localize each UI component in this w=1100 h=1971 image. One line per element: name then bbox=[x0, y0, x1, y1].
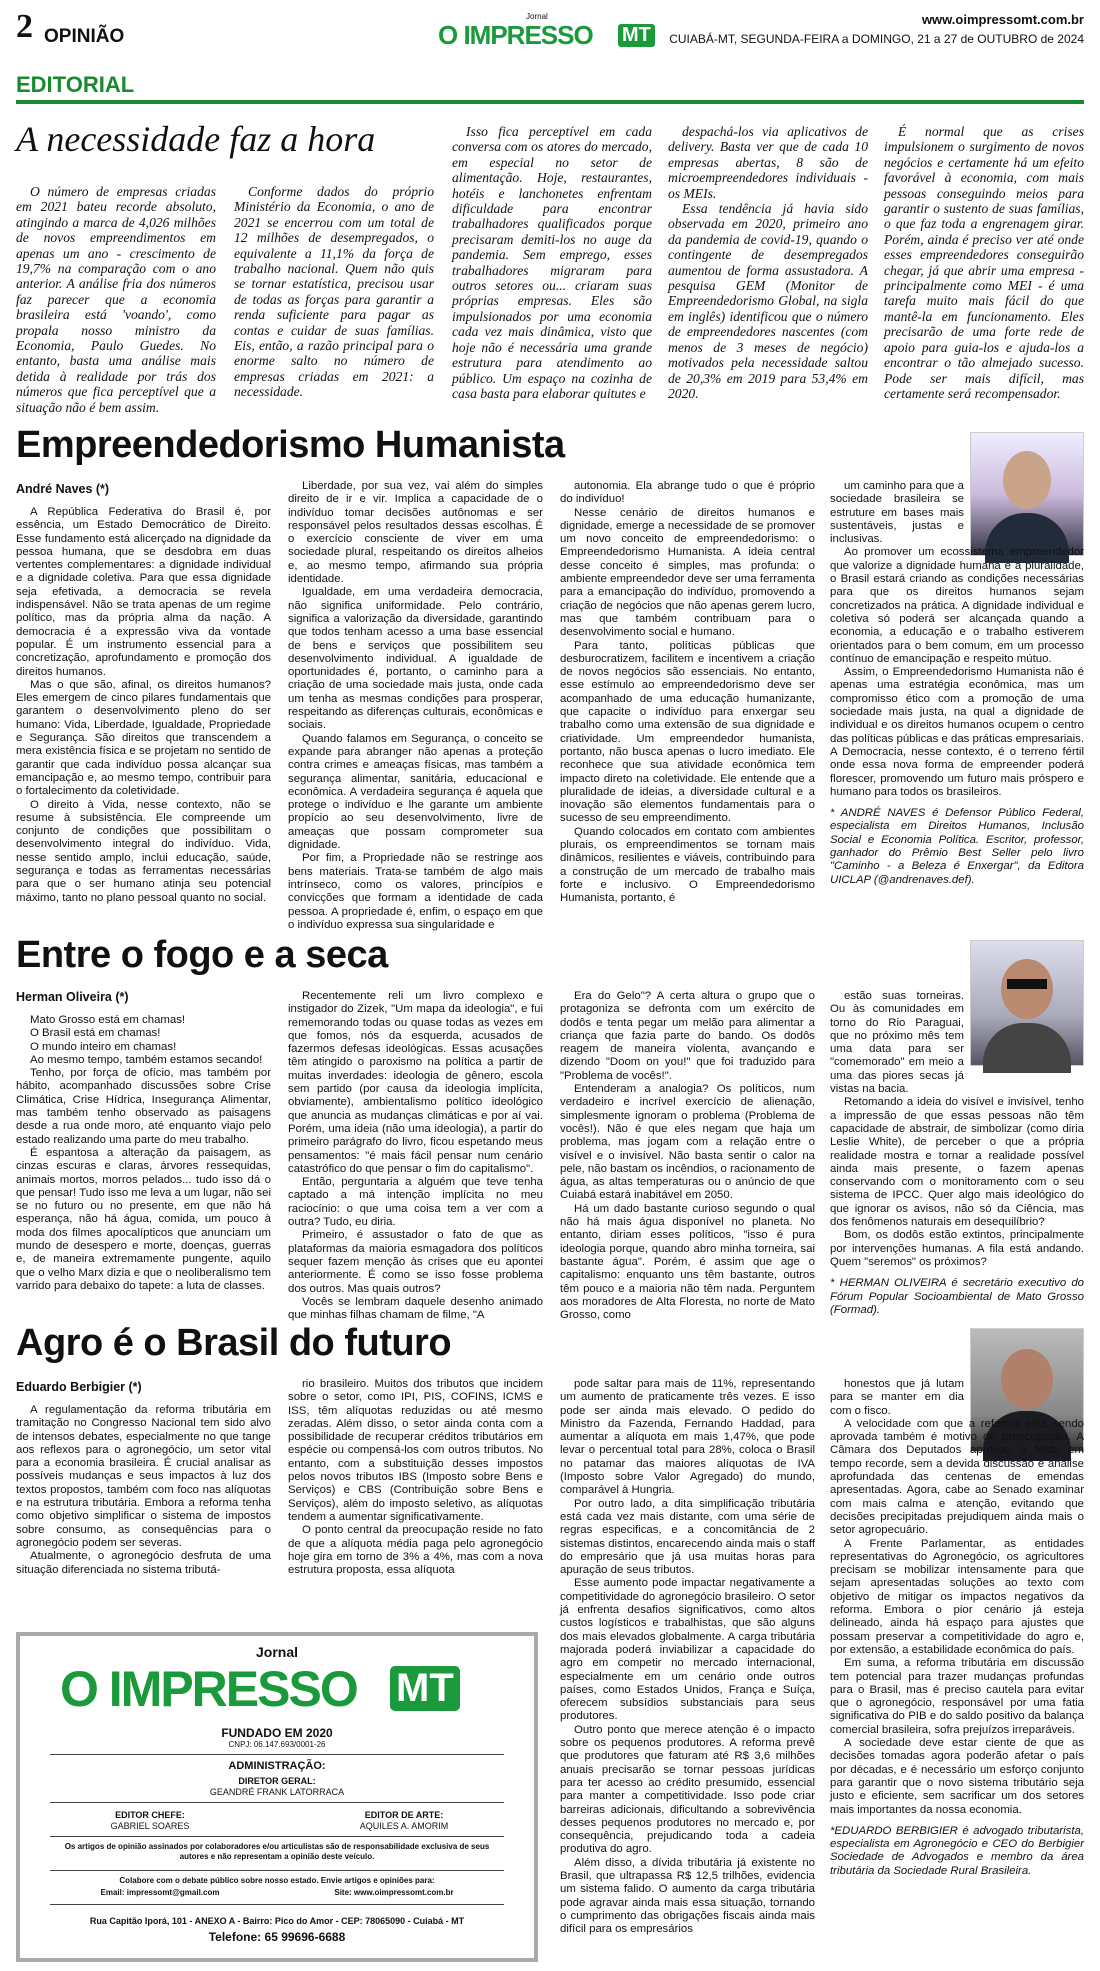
article-col-1: A regulamentação da reforma tributária em tramitação no Congresso Nacional tem sido alvo de intensos debates, especialmente no que tange aos reflexos para o agronegócio, um setor vital para a economia brasileira. É crucial analisar as possíveis mudanças e seus impactos à luz dos textos propostos, também com foco nas alíquotas e na estrutura tributária. Embora a reforma tenha como objetivo simplificar o sistema de impostos sobre consumo, as consequências para o agronegócio podem ser severas. Atualmente, o agronegócio desfruta de uma situação diferenciada no sistema tributá- bbox=[16, 1404, 271, 1576]
masthead-phone: Telefone: 65 99696-6688 bbox=[208, 1930, 346, 1944]
masthead-jornal: Jornal bbox=[255, 1644, 298, 1660]
logo-mt-badge: MT bbox=[618, 24, 655, 47]
article-col-3: autonomia. Ela abrange tudo o que é próprio do indivíduo! Nesse cenário de direitos humanos e dignidade, emerge a necessidade de se promover um novo conceito de empreendedorismo: o Empreendedorismo Humanista. A ideia central desse conceito é simples, mas profunda: o ambiente empreendedor deve ser uma ferramenta para a emancipação do indivíduo, promovendo a criação de negócios que não apenas gerem lucro, mas que também contribuam para o desenvolvimento social e humano. Para tanto, políticas públicas que desburocratizem, facilitem e incentivem a criação de novos negócios são essenciais. No entanto, esse estímulo ao empreendedorismo deve ser acompanhado de uma educação humanizante, que capacite o indivíduo para enxergar seu trabalho como uma extensão de sua dignidade e criatividade. Um empreendedor humanista, portanto, não busca apenas o lucro imediato. Ele reconhece que sua atividade econômica tem impacto direto na coletividade. Ele entende que a pluralidade de ideias, a diversidade cultural e a inovação são elementos fundamentais para o sucesso de seu empreendimento. Quando colocados em contato com ambientes plurais, os empreendimentos se tornam mais dinâmicos, resilientes e viáveis, contribuindo para a construção de um mercado de trabalho mais forte e inclusivo. O Empreendedorismo Humanista, portanto, é bbox=[560, 480, 815, 905]
article-col-1: Mato Grosso está em chamas! O Brasil está em chamas! O mundo inteiro em chamas! Ao mesmo tempo, também estamos secando! Tenho, por força de ofício, mas também por hábito, acompanhado discussões sobre Crise Climática, Crise Hídrica, Insegurança Alimentar, mas também tenho observado as paisagens desde a rua onde moro, até enquanto viajo pelo estado realizando uma parte do meu trabalho. É espantosa a alteração da paisagem, as cinzas escuras e claras, árvores ressequidas, animais mortos, morros pelados... tudo isso dá o que pensar! Tudo isso me leva a um lugar, não sei se no futuro ou no presente, em que não há esperança, não há água, comida, um pouco à moda dos filmes apocalípticos que anunciam um mundo de desespero e morte, doenças, guerras e, de maneira extremamente pungente, aquilo que o velho Marx dizia e que o neoliberalismo tem varrido para debaixo do tapete: a luta de classes. bbox=[16, 1014, 271, 1292]
article-col-1: A República Federativa do Brasil é, por essência, um Estado Democrático de Direito. Esse fundamento está alicerçado na dignidade da pessoa humana, que se desdobra em duas vertentes complementares: a dignidade individual e a dignidade coletiva. Para que essa dignidade seja efetivada, a democracia se revela indispensável. Não se trata apenas de um regime político, mas da própria alma da nação. A democracia é a expressão viva da vontade popular. É um instrumento essencial para a concretização, aprofundamento e promoção dos direitos humanos. Mas o que são, afinal, os direitos humanos? Eles emergem de cinco pilares fundamentais que garantem o desenvolvimento pleno do ser humano: Vida, Liberdade, Igualdade, Propriedade e Segurança. São direitos que transcendem a mera existência física e se projetam no sentido de garantir que cada indivíduo possa alcançar sua emancipação e, ao mesmo tempo, contribuir para o fortalecimento da coletividade. O direito à Vida, nesse contexto, não se resume à subsistência. Ele compreende um conjunto de condições que possibilitam o desenvolvimento integral do indivíduo. Vida, nesse sentido amplo, inclui educação, saúde, segurança e todas as ferramentas necessárias para que o ser humano atinja seu potencial máximo, tanto no plano pessoal quanto no social. bbox=[16, 506, 271, 904]
editorial-col-2: Conforme dados do próprio Ministério da Economia, o ano de 2021 se encerrou com um total de 12 milhões de desempregados, o equivalente a 11,1% da força de trabalho nacional. Quem não quis se tornar estatística, precisou usar de todas as forças para garantir a renda suficiente para pagar as contas e cuidar de suas famílias. Eis, então, a razão principal para o enorme salto no número de empresas criadas em 2021: a necessidade. bbox=[234, 184, 434, 400]
article-title: Entre o fogo e a seca bbox=[16, 934, 388, 976]
masthead-director-name: GEANDRÉ FRANK LATORRACA bbox=[209, 1787, 345, 1797]
masthead-disclaimer: Os artigos de opinião assinados por colaboradores e/ou articulistas são de responsabilidade exclusiva de seus autores e não representam a opinião deste veículo. bbox=[64, 1842, 490, 1861]
masthead-address: Rua Capitão Iporá, 101 - ANEXO A - Bairro: Pico do Amor - CEP: 78065090 - Cuiabá - MT bbox=[89, 1916, 465, 1926]
editorial-rule bbox=[16, 100, 1084, 104]
masthead-box bbox=[16, 1632, 538, 1962]
article-title: Agro é o Brasil do futuro bbox=[16, 1322, 452, 1364]
author-bio: * ANDRÉ NAVES é Defensor Público Federal, especialista em Direitos Humanos, Inclusão Social e Economia Política. Escritor, professor, ganhador do Prêmio Best Seller pelo livro "Caminho - a Beleza é Enxergar", da Editora UICLAP (@andrenaves.def). bbox=[830, 807, 1084, 886]
editorial-col-4: despachá-los via aplicativos de delivery. Basta ver que de cada 10 empresas abertas, 8 são de microempreendedores individuais - os MEIs. Essa tendência já havia sido observada em 2020, primeiro ano da pandemia de covid-19, quando o contingente de desempregados aumentou de forma assustadora. A pesquisa GEM (Monitor de Empreendedorismo Global, na sigla em inglês) identificou que o número de empreendedores nascentes (com menos de 3 meses de negócio) motivados pela necessidade saltou de 20,3% em 2019 para 53,4% em 2020. bbox=[668, 124, 868, 401]
editorial-col-5: É normal que as crises impulsionem o surgimento de novos negócios e certamente há um efeito favorável à economia, com mais pessoas conseguindo meios para garantir o sustento de suas famílias, o que faz toda a engrenagem girar. Porém, ainda é preciso ver até onde esses empreendedores conseguirão chegar, já que abrir uma empresa - principalmente como MEI - é uma tarefa muito mais fácil do que mantê-la em funcionamento. Eles precisarão de uma forte rede de apoio para guia-los e ajuda-los a encontrar o tão almejado sucesso. Pode ser mais difícil, mas certamente será recompensador. bbox=[884, 124, 1084, 401]
site-url[interactable]: www.oimpressomt.com.br bbox=[921, 12, 1084, 27]
article-col-4: estão suas torneiras. Ou às comunidades em torno do Rio Paraguai, que no próximo mês tem uma data para ser "comemorado" em meio a uma das piores secas já vistas na bacia. Retomando a ideia do visível e invisível, tenho a impressão de que essas pessoas não têm capacidade de abstrair, de simbolizar (como diria Leslie White), de perceber o que a própria realidade mostra e tornar a realidade possível ainda mais presente, o fazem apenas conservando com o monitoramento com o seu sistema de IPCC. Quer algo mais ideológico do que ignorar os avisos, não só da Ciência, mas dos fenômenos naturais em desequilíbrio? Bom, os dodôs estão extintos, principalmente por intervenções humanas. A fila está andando. Quem "seremos" os próximos? * HERMAN OLIVEIRA é secretário executivo do Fórum Popular Socioambiental de Mato Grosso (Formad). bbox=[830, 990, 1084, 1316]
logo-main-text: O IMPRESSO bbox=[438, 20, 593, 50]
article-col-4: honestos que já lutam para se manter em dia com o fisco. A velocidade com que a reforma está sendo aprovada também é motivo de preocupação. A Câmara dos Deputados aprovou o texto em tempo recorde, sem a devida discussão e análise aprofundada das centenas de emendas apresentadas. Agora, cabe ao Senado examinar com mais calma e atenção, evitando que decisões precipitadas prejudiquem ainda mais o setor agropecuário. A Frente Parlamentar, as entidades representativas do Agronegócio, os agricultores precisam se mobilizar intensamente para que sejam apresentadas soluções ao texto com objetivo de mitigar os impactos negativos da reforma. Embora o pior cenário já esteja delineado, ainda há espaço para ajustes que possam preservar a competitividade do agro e, por extensão, a estabilidade econômica do país. Em suma, a reforma tributária em discussão tem potencial para trazer mudanças profundas para o Brasil, mas é preciso cautela para evitar que o agronegócio, responsável por uma fatia significativa do PIB e do saldo positivo da balança comercial brasileira, sofra prejuízos irreparáveis. A sociedade deve estar ciente de que as decisões tomadas agora poderão afetar o país por décadas, e é necessário um esforço conjunto para garantir que o novo sistema tributário seja justo e eficiente, sem sacrificar um dos setores mais importantes da nossa economia. *EDUARDO BERBIGIER é advogado tributarista, especialista em Agronegócio e CEO do Berbigier Sociedade de Advogados e membro da área tributária da Sociedade Rural Brasileira. bbox=[830, 1378, 1084, 1877]
masthead-founded: FUNDADO EM 2020 bbox=[221, 1726, 333, 1740]
article-author: Eduardo Berbigier (*) bbox=[16, 1380, 142, 1394]
masthead-director-label: DIRETOR GERAL: bbox=[238, 1776, 316, 1786]
article-author: Herman Oliveira (*) bbox=[16, 990, 129, 1004]
author-bio: *EDUARDO BERBIGIER é advogado tributarista, especialista em Agronegócio e CEO do Berbigier Sociedade de Advogados e membro da área tributária da Sociedade Rural Brasileira. bbox=[830, 1824, 1084, 1877]
masthead-chief-name: GABRIEL SOARES bbox=[110, 1821, 190, 1831]
masthead-admin-label: ADMINISTRAÇÃO: bbox=[228, 1760, 326, 1772]
editorial-col-1: O número de empresas criadas em 2021 bateu recorde absoluto, atingindo a marca de 4,026 milhões de novos empreendimentos em apenas um ano - crescimento de 19,7% na comparação com o ano anterior. A análise fria dos números faz parecer que a economia brasileira está 'voando', como propala nosso ministro da Economia, Paulo Guedes. No entanto, basta uma análise mais detida à realidade por trás dos números que fica perceptível que a situação não é bem assim. bbox=[16, 184, 216, 415]
article-col-2: rio brasileiro. Muitos dos tributos que incidem sobre o setor, como IPI, PIS, COFINS, ICMS e ISS, têm alíquotas reduzidas ou até mesmo zeradas. Além disso, o setor ainda conta com a possibilidade de recuperar créditos tributários em espécie ou compensá-los com outros tributos. No entanto, com a substituição desses impostos pelos novos tributos IBS (Imposto sobre Bens e Serviços) e CBS (Contribuição sobre Bens e Serviços), além do imposto seletivo, as alíquotas tendem a aumentar significativamente. O ponto central da preocupação reside no fato de que a alíquota média paga pelo agronegócio hoje gira em torno de 3% a 4%, mas com a nova estrutura proposta, essa alíquota bbox=[288, 1378, 543, 1577]
masthead-email[interactable]: Email: impressomt@gmail.com bbox=[100, 1888, 220, 1897]
article-title: Empreendedorismo Humanista bbox=[16, 424, 565, 466]
article-col-3: Era do Gelo"? A certa altura o grupo que o protagoniza se defronta com um exército de dodôs e tenta pegar um melão para alimentar a criança que fazia parte do bando. Os dodôs reagem de maneira violenta, avançando e dizendo "Doom on you!" que foi traduzido para "Problema de vocês!". Entenderam a analogia? Os políticos, num verdadeiro e incrível exercício de alienação, simplesmente ignoram o problema (Problema de vocês!). Não é que eles negam que haja um problema, mas jogam com a relação entre o visível e o invisível. Não basta sentir o calor na pele, não bastam os incêndios, o racionamento de água, as altas temperaturas ou o anúncio de que Cuiabá estará inabitável em 2050. Há um dado bastante curioso segundo o qual não há mais água disponível no planeta. No entanto, diriam esses políticos, "isso é pura ideologia porque, quando abro minha torneira, sai bastante água". Porém, é assim que age o capitalismo: enquanto uns têm bastante, outros têm pouco e a maioria não têm nada. Perguntem aos moradores de Alta Floresta, no norte de Mato Grosso, como bbox=[560, 990, 815, 1322]
article-col-2: Liberdade, por sua vez, vai além do simples direito de ir e vir. Implica a capacidade de o indivíduo tomar decisões autônomas e ser responsável pelos resultados dessas escolhas. É o exercício consciente de viver em uma sociedade plural, respeitando os direitos alheios e, ao mesmo tempo, afirmando sua própria identidade. Igualdade, em uma verdadeira democracia, não significa uniformidade. Pelo contrário, significa a valorização da diversidade, garantindo que todos tenham acesso a uma base essencial de bens e serviços que possibilitem seu desenvolvimento individual. A igualdade de oportunidades é, portanto, o caminho para a criação de uma sociedade mais justa, onde cada um tenha as mesmas condições para prosperar, respeitando as diferenças culturais, econômicas e sociais. Quando falamos em Segurança, o conceito se expande para abranger não apenas a proteção contra crimes e ameaças físicas, mas também a segurança alimentar, sanitária, educacional e econômica. A verdadeira segurança é aquela que protege o indivíduo e lhe garante um ambiente propício ao seu desenvolvimento, livre de ameaças que possam comprometer sua dignidade. Por fim, a Propriedade não se restringe aos bens materiais. Trata-se também de algo mais intrínseco, como os valores, princípios e convicções que formam a identidade de cada pessoa. A propriedade é, enfim, o espaço em que o indivíduo expressa sua singularidade e bbox=[288, 480, 543, 931]
masthead-site[interactable]: Site: www.oimpressomt.com.br bbox=[334, 1888, 454, 1897]
masthead-logo-mt: MT bbox=[390, 1666, 460, 1711]
dateline: CUIABÁ-MT, SEGUNDA-FEIRA a DOMINGO, 21 a 27 de OUTUBRO de 2024 bbox=[669, 32, 1084, 46]
editorial-col-3: Isso fica perceptível em cada conversa com os atores do mercado, em especial no setor de alimentação. Hoje, restaurantes, hotéis e lanchonetes enfrentam dificuldade para encontrar trabalhadores qualificados porque precisaram demiti-los no auge da pandemia. Sem emprego, esses trabalhadores migraram para outros setores ou... criaram suas próprias empresas. Eles são impulsionados por uma economia cada vez mais dinâmica, visto que hoje não é necessária uma grande estrutura para atendimento ao público. Um espaço na cozinha de casa basta para elaborar quitutes e bbox=[452, 124, 652, 401]
section-label: OPINIÃO bbox=[44, 26, 125, 47]
article-col-4: um caminho para que a sociedade brasileira se estruture em bases mais sustentáveis, justas e inclusivas. Ao promover um ecossistema empreendedor que valorize a dignidade humana e a pluralidade, o Brasil estará criando as condições necessárias para que os direitos humanos sejam concretizados na prática. A dignidade individual e coletiva só poderá ser alcançada quando a economia, a educação e o trabalho estiverem orientados para o bem comum, em um processo contínuo de emancipação e respeito mútuo. Assim, o Empreendedorismo Humanista não é apenas uma estratégia econômica, mas um compromisso ético com a promoção de uma sociedade mais justa, na qual a dignidade de individual e os direitos humanos ocupem o centro das políticas públicas e das práticas empresariais. A Democracia, nesse contexto, é o terreno fértil onde essa nova forma de empreender poderá florescer, promovendo um futuro mais próspero e humano para todos os brasileiros. * ANDRÉ NAVES é Defensor Público Federal, especialista em Direitos Humanos, Inclusão Social e Economia Política. Escritor, professor, ganhador do Prêmio Best Seller pelo livro "Caminho - a Beleza é Enxergar", da Editora UICLAP (@andrenaves.def). bbox=[830, 480, 1084, 886]
logo-small-text: Jornal bbox=[526, 12, 548, 21]
masthead-cnpj: CNPJ: 06.147.693/0001-26 bbox=[228, 1740, 326, 1749]
article-col-2: Recentemente reli um livro complexo e instigador do Zizek, "Um mapa da ideologia", e fui rememorando todas ou quase todas as vezes em que fomos, nós da esquerda, acusados de fazermos defesas ideológicas. Essas acusações têm atingido o paroxismo na política a partir de muitas inverdades: ideologia de gênero, escola sem partido (por causa da ideologia implícita, obviamente), ambientalismo político ideológico que anuncia as mudanças climáticas e por aí vai. Porém, uma ideia (não uma ideologia), a partir do primeiro parágrafo do livro, ficou espetando meus pensamentos: "é mais fácil pensar num cenário catastrófico do que pensar o fim do capitalismo". Então, perguntaria a alguém que teve tenha captado a má intenção implícita no meu raciocínio: o que uma coisa tem a ver com a outra? Tudo, eu diria. Primeiro, é assustador o fato de que as plataformas da maioria esmagadora dos políticos sequer fazem menção às crises que eu apontei anteriormente. É como se isso fosse problema dos outros. Mas quais outros? Vocês se lembram daquele desenho animado que minhas filhas chamam de filme, "A bbox=[288, 990, 543, 1322]
page-number: 2 bbox=[16, 8, 33, 45]
editorial-title: A necessidade faz a hora bbox=[16, 119, 376, 159]
article-col-3: pode saltar para mais de 11%, representando um aumento de praticamente três vezes. E isso pode ser ainda mais elevado. O pedido do Ministro da Fazenda, Fernando Haddad, para aumentar a alíquota em mais 1,47%, que pode levar o percentual total para 28%, coloca o Brasil no patamar das maiores alíquotas de IVA (Imposto sobre Valor Agregado) do mundo, comparável à Hungria. Por outro lado, a dita simplificação tributária está cada vez mais distante, com uma série de regras especificas, e a concomitância de 2 sistemas distintos, encarecendo ainda mais o staff do empresário que já usa muitas horas para apuração de seus tributos. Esse aumento pode impactar negativamente a competitividade do agronegócio brasileiro. O setor já enfrenta desafios significativos, como altos custos logísticos e trabalhistas, que são alguns dos mais elevados globalmente. A carga tributária majorada poderá inviabilizar a capacidade do agro em competir no mercado internacional, especialmente em um cenário onde outros países, como Estados Unidos, França e Suíça, oferecem subsídios substanciais para seus produtores. Outro ponto que merece atenção é o impacto sobre os pequenos produtores. A reforma prevê que produtores que faturam até R$ 3,6 milhões anuais precisarão se tornar pessoas jurídicas para ter acesso ao crédito presumido, essencial para manter a competitividade. Isso pode criar barreiras adicionais, dificultando a sobrevivência desses pequenos produtores no mercado e, por consequência, prejudicando toda a cadeia produtiva do agro. Além disso, a dívida tributária já existente no Brasil, que ultrapassa R$ 12,5 trilhões, evidencia um sistema falido. O aumento da carga tributária pode agravar ainda mais essa situação, tornando o cumprimento das obrigações fiscais ainda mais difícil para os empresários bbox=[560, 1378, 815, 1936]
author-bio: * HERMAN OLIVEIRA é secretário executivo do Fórum Popular Socioambiental de Mato Grosso (Formad). bbox=[830, 1277, 1084, 1316]
masthead-art-label: EDITOR DE ARTE: bbox=[364, 1810, 444, 1820]
masthead-logo bbox=[60, 1660, 500, 1718]
article-author: André Naves (*) bbox=[16, 482, 110, 496]
header-logo bbox=[438, 12, 668, 52]
masthead-logo-main: O IMPRESSO bbox=[60, 1661, 357, 1717]
editorial-label: EDITORIAL bbox=[16, 72, 135, 97]
masthead-chief-label: EDITOR CHEFE: bbox=[115, 1810, 185, 1820]
masthead-art-name: AQUILES A. AMORIM bbox=[359, 1821, 449, 1831]
masthead-collab: Colabore com o debate público sobre nosso estado. Envie artigos e opiniões para: bbox=[119, 1876, 435, 1885]
